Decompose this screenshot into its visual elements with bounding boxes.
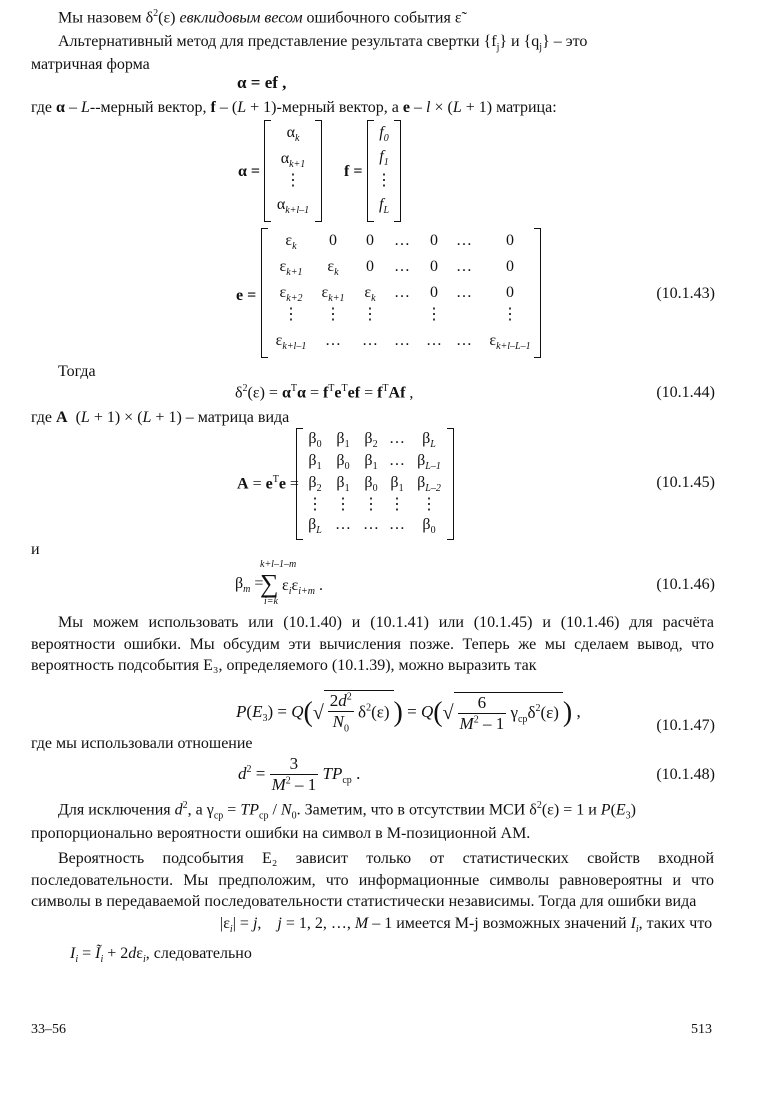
paragraph-1: Мы можем использовать или (10.1.40) и (10.1.41) или (10.1.45) и (10.1.46) для расчёта вероятности ошибки. Мы обсудим эти вычисления позже. Теперь же мы сделаем вывод, что вероятность подсобытия E₃, определяемого (10.1.39), можно выразить так: [31, 614, 714, 675]
text-segment: , а: [187, 801, 203, 819]
sum-upper-limit: k+l–1–m: [260, 559, 297, 570]
A-matrix: $\beta_0$ $\beta_1$ $\beta_2$ … $\beta_L$ $\beta_1$ $\beta_0$ $\beta_1$ … $\beta_{L-1}$ $\beta_2$ $\beta_1$ $\beta_0$ $\beta_1$ $\beta_{L-2}$ ⋮ ⋮ ⋮ ⋮ ⋮ $\beta_L$ … … … $\beta_0$: [296, 428, 454, 538]
equation-10-1-48: $d^2$ = $\frac{3}{M^2 - 1}$ $TP_{ср}$ .: [238, 754, 361, 795]
alpha-symbol: α =: [238, 163, 261, 180]
f-symbol: f =: [344, 163, 363, 180]
paragraph-4-tail: $|\varepsilon_i| = j$, j = 1, 2, …, M – 1 имеется М-j возможных значений $I_i$, таких что: [220, 915, 713, 936]
beta-m-symbol: $\beta_m$ =: [235, 575, 264, 596]
text-segment: -мерный вектор, а: [276, 99, 399, 116]
text-segment: и: [588, 801, 597, 819]
text-segment: } и {q: [499, 33, 540, 50]
text-segment: -мерный вектор,: [95, 99, 207, 116]
footer-signature: 33–56: [31, 1022, 66, 1037]
paragraph-5: $I_i$ = $Ĩ_i + 2d\varepsilon_i$, следовательно: [70, 945, 252, 966]
text-segment: где: [31, 409, 53, 426]
text-segment: , следовательно: [145, 945, 252, 962]
text-segment: евклидовым весом: [179, 9, 303, 27]
equation-number: (10.1.46): [656, 576, 715, 593]
equation-10-1-47: $P(E_3) = Q(√$ $\frac{2d^2}{N_0}$ $\delta^2(\varepsilon)$ ) = Q(√ $\frac{6}{M^2 - 1}$ $\gamma_{ср}\delta^2(\varepsilon)$ ) ,: [236, 691, 581, 735]
paragraph-3-line-1: Для исключения $d^2$, а $\gamma_{ср} = TP_{ср} / N_0$. Заметим, что в отсутствии МСИ $\delta^2(\varepsilon) = 1$ и $P(E_3)$: [58, 800, 636, 822]
equation-number: (10.1.44): [656, 384, 715, 401]
f-vector: $f_0$ $f_1$ ⋮ $f_L$: [367, 120, 401, 220]
equation-alpha-ef: α = ef ,: [237, 73, 287, 92]
sum-body: $\varepsilon_i\varepsilon_{i+m}$ .: [282, 577, 323, 598]
sum-sign: ∑: [260, 569, 279, 598]
equation-10-1-44: $\delta^2(\varepsilon) = \alpha^T\alpha = f^Te^Tef = f^TAf$ ,: [235, 383, 414, 402]
text-segment: имеется М-j возможных значений: [396, 915, 627, 932]
text-togda: Тогда: [58, 363, 96, 380]
equation-number: (10.1.45): [656, 474, 715, 491]
alpha-vector: $\alpha_k$ $\alpha_{k+1}$ ⋮ $\alpha_{k+l-1}$: [264, 120, 322, 220]
line-1: Мы назовем $\delta^2(\varepsilon)$ евклидовым весом ошибочного события ε̃: [58, 8, 462, 27]
line-gde-A: где A (L + 1) × (L + 1) – матрица вида: [31, 409, 290, 426]
text-segment: Альтернативный метод для представление результата свертки {f: [58, 33, 497, 50]
text-and: и: [31, 541, 40, 558]
text-segment: . Заметим, что в отсутствии МСИ: [296, 801, 526, 819]
text-segment: – матрица вида: [185, 409, 290, 426]
text-segment: } – это: [542, 33, 588, 50]
line-2: Альтернативный метод для представление результата свертки $\{f_j\}$ и $\{q_j\}$ – это: [58, 33, 588, 54]
text-segment: ошибочного события: [306, 9, 451, 27]
line-5: где α – L--мерный вектор, f – (L + 1)-мерный вектор, а e – l × (L + 1) матрица:: [31, 99, 557, 116]
paragraph-2: где мы использовали отношение: [31, 735, 253, 752]
e-symbol: e =: [236, 287, 257, 304]
text-segment: Для исключения: [58, 801, 171, 819]
text-segment: Мы назовем: [58, 9, 142, 27]
line-3: матричная форма: [31, 56, 150, 73]
page-number: 513: [691, 1022, 712, 1037]
A-symbol: $A = e^Te$ =: [237, 474, 299, 493]
equation-number: (10.1.47): [656, 717, 715, 734]
equation-number: (10.1.48): [656, 766, 715, 783]
paragraph-4: Вероятность подсобытия E₂ зависит только от статистических свойств входной последовательности. Мы предположим, что информационные символы равновероятны и что символы в передаваемой последовательности статистически независимы. Тогда для ошибки вида: [31, 850, 714, 911]
text-segment: где: [31, 99, 53, 116]
text-segment: матрица:: [496, 99, 557, 116]
e-matrix: $\varepsilon_k$ 0 0 … 0 … 0 $\varepsilon_{k+1}$ $\varepsilon_k$ 0 … 0 … 0 $\varepsilon_{k+2}$ $\varepsilon_{k+1}$ $\varepsilon_k$ … 0 … 0 ⋮ ⋮ ⋮ ⋮ ⋮ $\varepsilon_{k+l-1}$ … … … … … $\varepsilon_{k+l-L-1}$: [261, 228, 541, 356]
equation-number: (10.1.43): [656, 285, 715, 302]
paragraph-3-line-2: пропорционально вероятности ошибки на символ в М-позиционной АМ.: [31, 825, 531, 842]
sum-lower-limit: i=k: [264, 596, 278, 607]
text-segment: , таких что: [638, 915, 713, 932]
